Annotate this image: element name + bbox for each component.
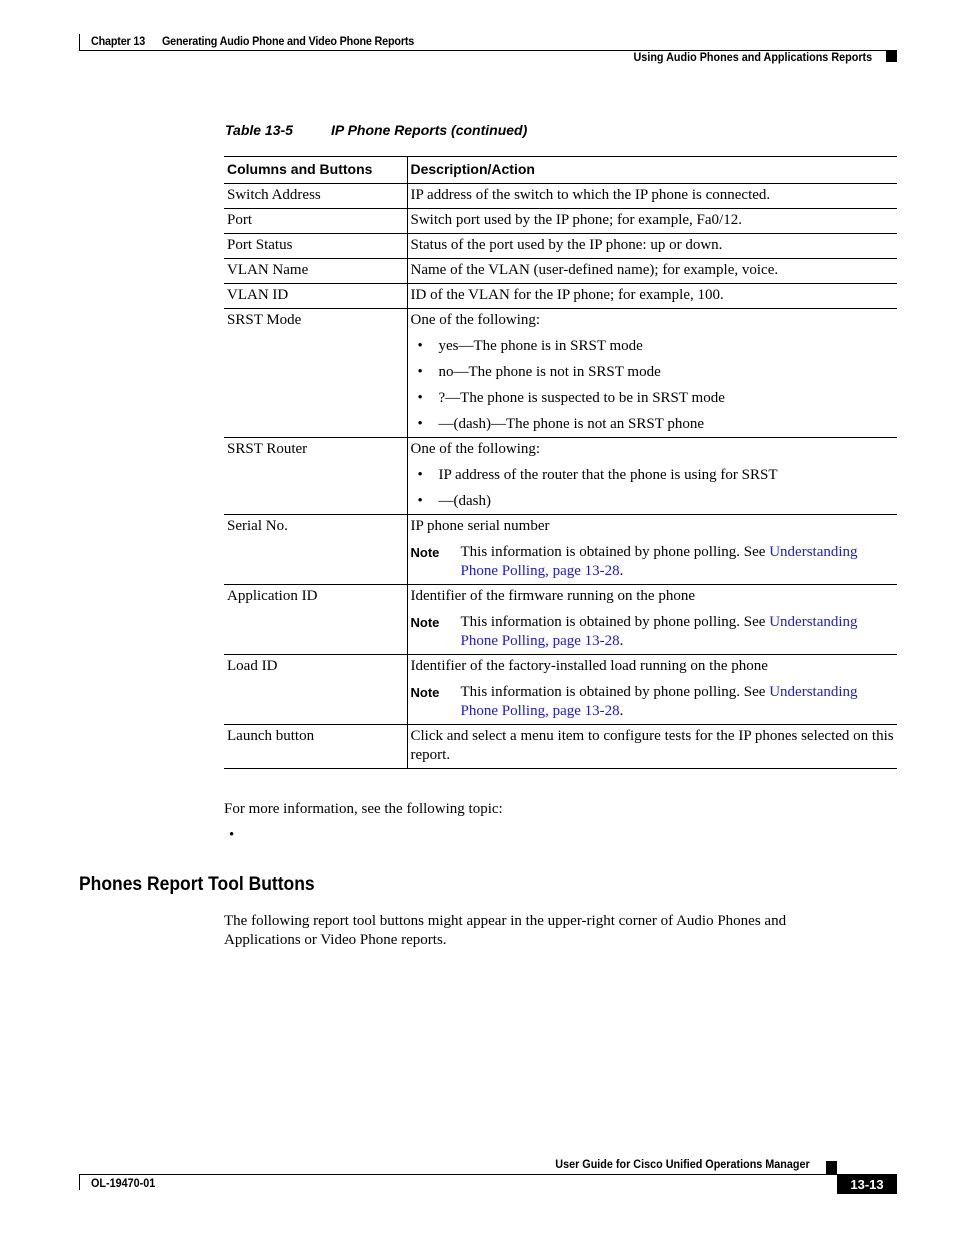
row-name: SRST Mode <box>227 312 302 328</box>
footer-rule <box>79 1174 897 1175</box>
table-row <box>224 515 897 585</box>
row-description-cell <box>407 438 897 515</box>
note-body: This information is obtained by phone polling. See <box>460 684 770 700</box>
table-row <box>224 438 897 515</box>
chapter-title: Generating Audio Phone and Video Phone Reports <box>161 34 415 48</box>
row-name: Load ID <box>227 658 278 674</box>
note-block <box>411 543 895 581</box>
table-row <box>224 585 897 655</box>
more-info-text: For more information, see the following topic: <box>224 801 503 817</box>
ip-phone-reports-table <box>224 156 897 769</box>
note-body: This information is obtained by phone polling. See <box>460 614 770 630</box>
row-description: IP address of the switch to which the IP phone is connected. <box>407 184 897 209</box>
row-name: Serial No. <box>227 518 288 534</box>
row-name: Application ID <box>227 588 318 604</box>
note-text <box>461 543 895 581</box>
row-description: Status of the port used by the IP phone: up or down. <box>407 234 897 259</box>
row-description: IP phone serial number <box>410 518 550 534</box>
note-end: . <box>619 563 624 579</box>
note-label: Note <box>410 545 440 560</box>
row-description: Identifier of the factory-installed load running on the phone <box>410 658 768 674</box>
note-text <box>461 613 895 651</box>
note-block <box>411 613 895 651</box>
row-description-cell <box>407 309 897 438</box>
row-name: Port Status <box>227 237 293 253</box>
row-description-cell <box>407 655 897 725</box>
list-item: • no—The phone is not in SRST mode <box>411 363 895 382</box>
row-description: Switch port used by the IP phone; for example, Fa0/12. <box>407 209 897 234</box>
option-list <box>411 337 895 434</box>
header-marker-block <box>886 51 897 62</box>
table-header-row <box>224 157 897 184</box>
list-item: • ?—The phone is suspected to be in SRST mode <box>411 389 895 408</box>
table-caption <box>225 122 527 138</box>
understanding-phone-polling-link[interactable]: Understanding Phone Polling, page 13-28 <box>460 614 858 649</box>
note-block <box>411 683 895 721</box>
row-description-cell <box>407 515 897 585</box>
table-row <box>224 234 897 259</box>
row-description: Click and select a menu item to configure tests for the IP phones selected on this report. <box>407 725 897 769</box>
footer-guide-title: User Guide for Cisco Unified Operations Manager <box>555 1157 810 1171</box>
section-heading: Phones Report Tool Buttons <box>79 874 315 895</box>
note-label: Note <box>410 685 440 700</box>
option-list <box>411 466 895 511</box>
list-item: • —(dash) <box>411 492 895 511</box>
column-header-description: Description/Action <box>407 157 897 184</box>
understanding-phone-polling-link[interactable]: Understanding Phone Polling, page 13-28 <box>460 544 858 579</box>
note-end: . <box>619 703 624 719</box>
table-row <box>224 184 897 209</box>
row-name: SRST Router <box>227 441 308 457</box>
table-row <box>224 725 897 769</box>
row-description: One of the following: <box>410 441 541 457</box>
row-description: Identifier of the firmware running on the phone <box>410 588 695 604</box>
list-item: • —(dash)—The phone is not an SRST phone <box>411 415 895 434</box>
row-name: Switch Address <box>227 187 321 203</box>
page-number: 13-13 <box>837 1175 897 1194</box>
row-name: VLAN ID <box>227 287 289 303</box>
row-description: One of the following: <box>410 312 541 328</box>
table-row <box>224 655 897 725</box>
row-description: ID of the VLAN for the IP phone; for example, 100. <box>407 284 897 309</box>
table-row <box>224 284 897 309</box>
header-rule-vertical <box>79 34 80 50</box>
table-row <box>224 309 897 438</box>
footer-doc-number: OL-19470-01 <box>91 1176 156 1190</box>
section-paragraph: The following report tool buttons might appear in the upper-right corner of Audio Phones and Applications or Video Phone reports. <box>224 913 787 948</box>
row-name: Port <box>227 212 253 228</box>
table-caption-title: IP Phone Reports (continued) <box>331 122 528 138</box>
chapter-number: Chapter 13 <box>91 34 146 48</box>
note-body: This information is obtained by phone polling. See <box>460 544 770 560</box>
empty-bullet: • <box>229 827 235 843</box>
row-name: Launch button <box>227 728 315 744</box>
note-text <box>461 683 895 721</box>
table-row <box>224 259 897 284</box>
header-section-title: Using Audio Phones and Applications Reports <box>633 50 872 64</box>
list-item: • IP address of the router that the phone is using for SRST <box>411 466 895 485</box>
footer-marker-block <box>826 1161 837 1174</box>
table-caption-number: Table 13-5 <box>225 122 293 138</box>
column-header-columns-buttons: Columns and Buttons <box>227 161 373 177</box>
row-description-cell <box>407 585 897 655</box>
row-description: Name of the VLAN (user-defined name); for example, voice. <box>407 259 897 284</box>
note-label: Note <box>410 615 440 630</box>
row-name: VLAN Name <box>227 262 309 278</box>
table-row <box>224 209 897 234</box>
list-item: • yes—The phone is in SRST mode <box>411 337 895 356</box>
header-chapter <box>91 34 414 48</box>
footer-rule-vertical <box>79 1175 80 1190</box>
understanding-phone-polling-link[interactable]: Understanding Phone Polling, page 13-28 <box>460 684 858 719</box>
note-end: . <box>619 633 624 649</box>
